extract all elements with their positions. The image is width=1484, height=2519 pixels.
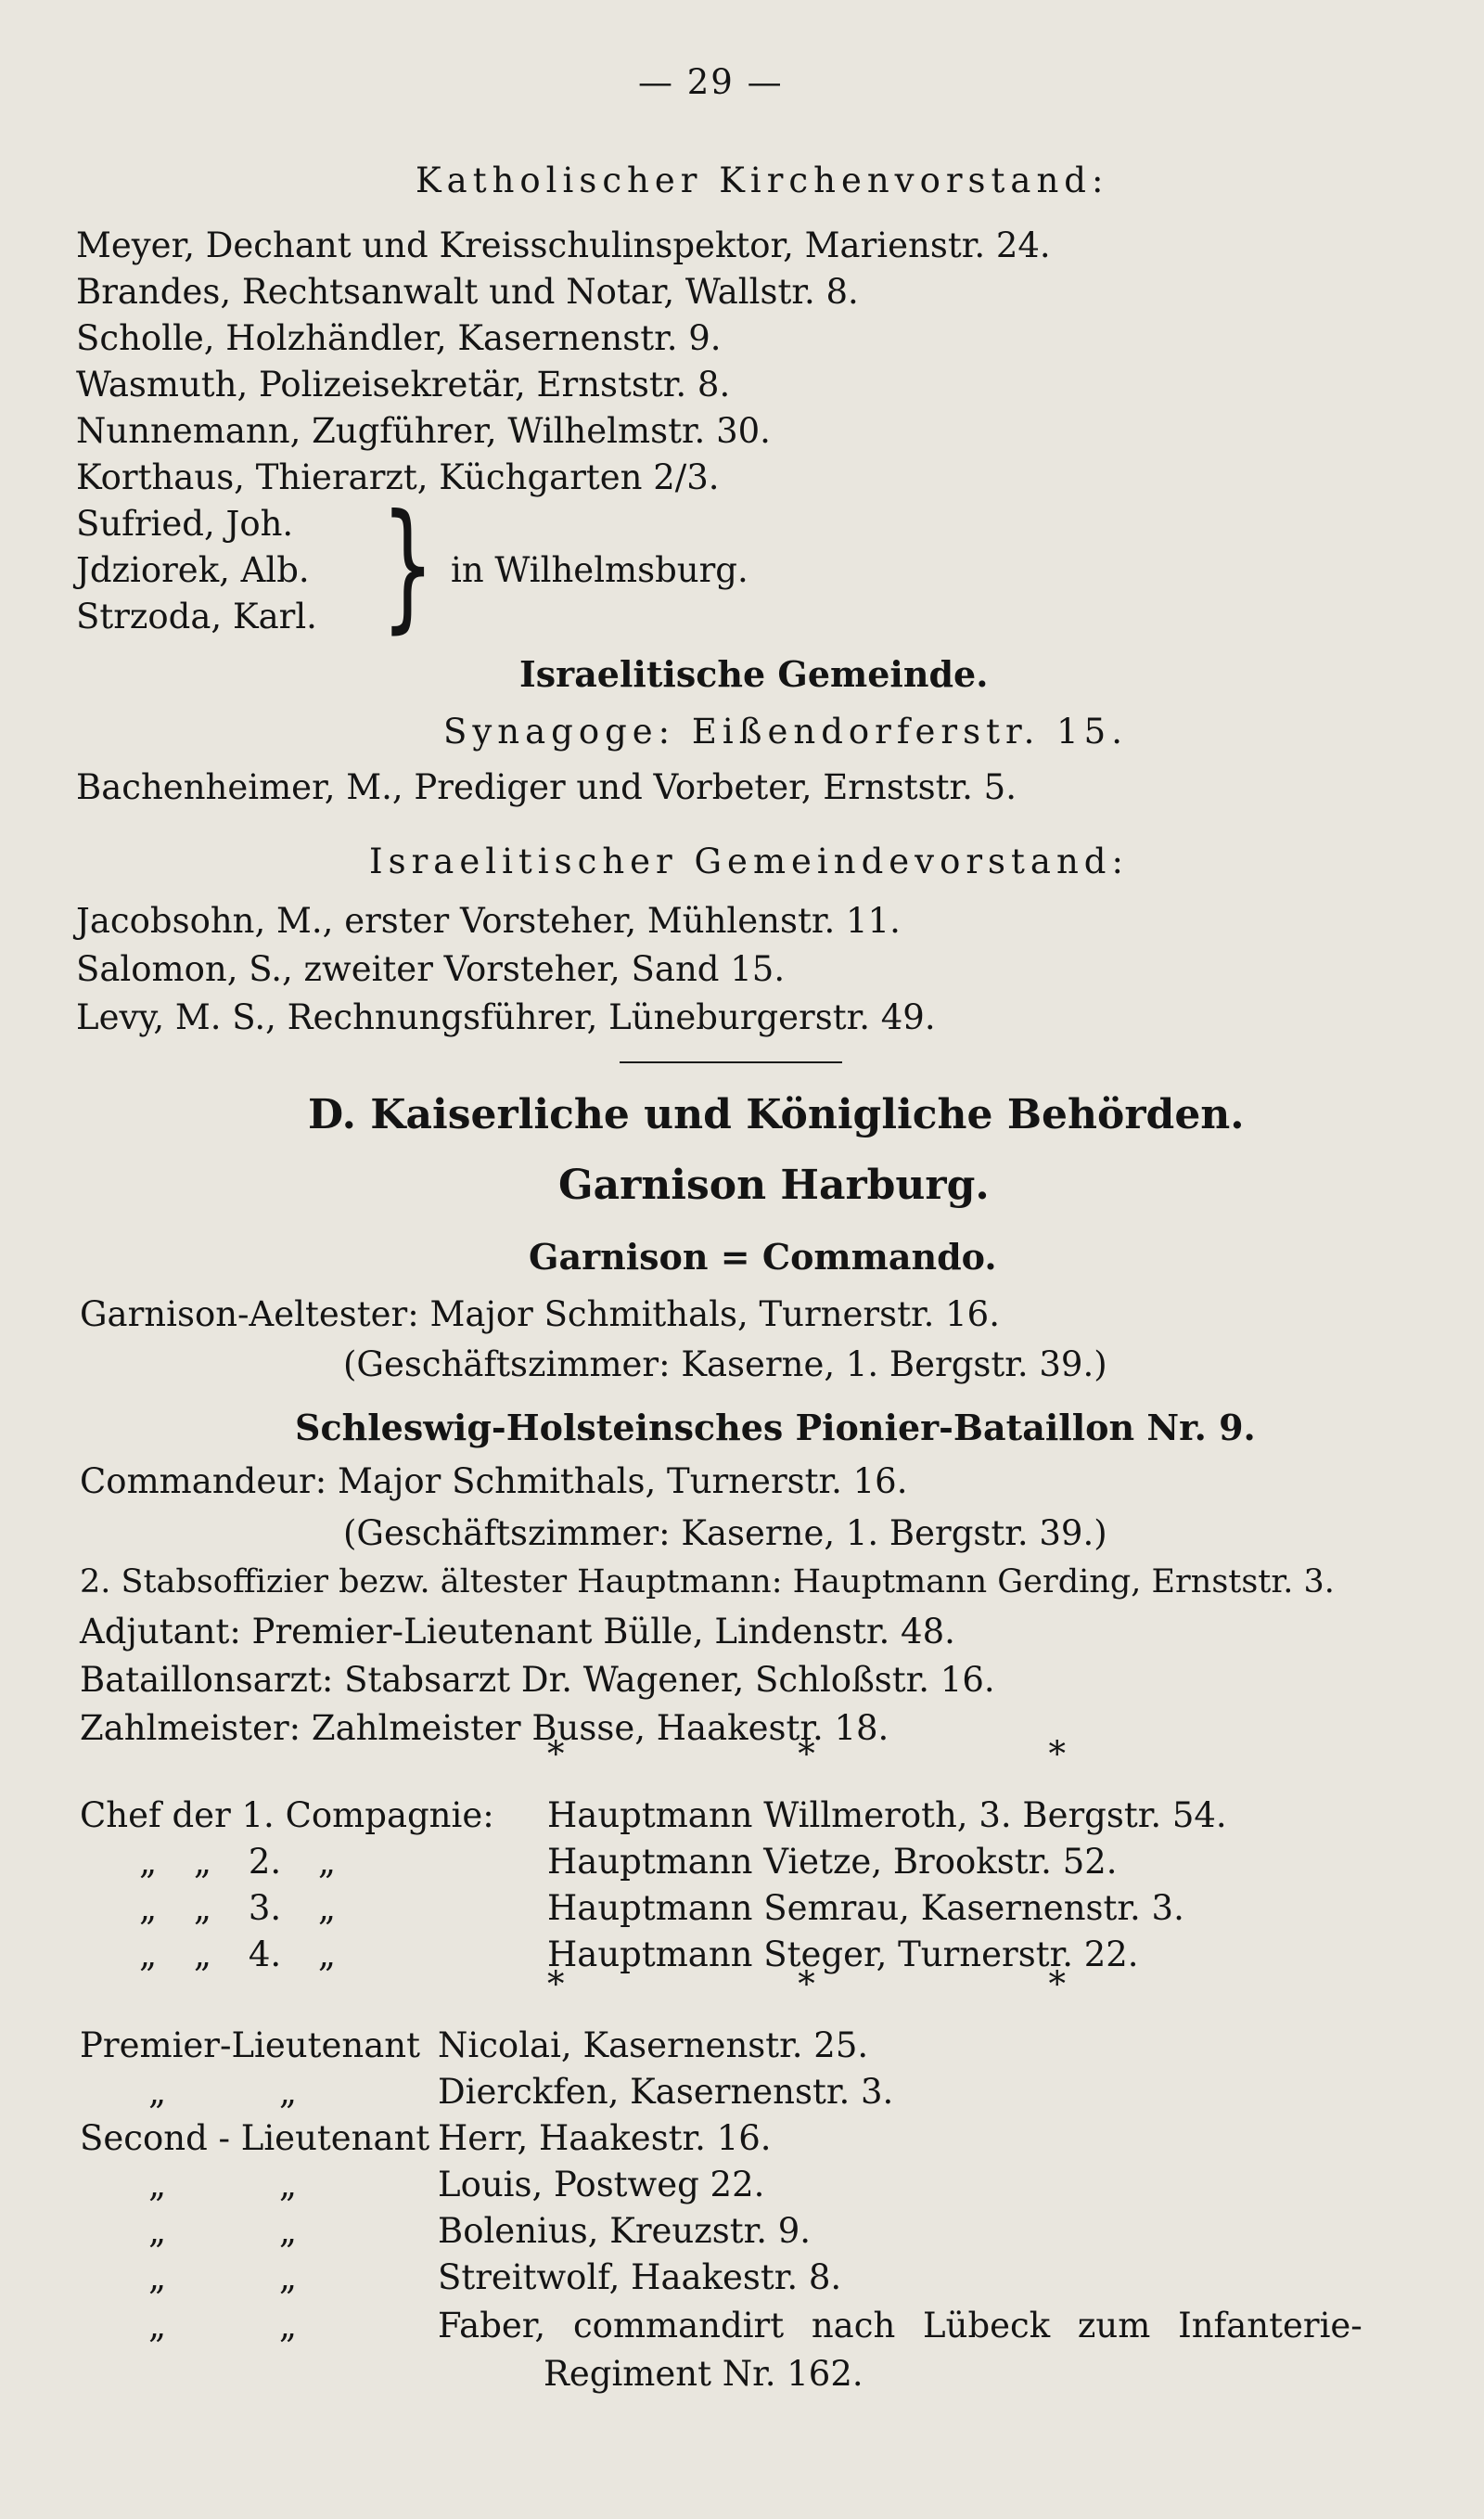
list-item: Salomon, S., zweiter Vorsteher, Sand 15. — [76, 949, 786, 989]
garnison-heading: Garnison Harburg. — [558, 1162, 990, 1209]
list-item: Brandes, Rechtsanwalt und Notar, Wallstr. 8. — [76, 272, 859, 312]
garnison-commando-heading: Garnison = Commando. — [529, 1236, 997, 1278]
aeltester-line: Garnison-Aeltester: Major Schmithals, Turnerstr. 16. — [80, 1294, 1000, 1334]
commandeur-office: (Geschäftszimmer: Kaserne, 1. Bergstr. 39.) — [343, 1513, 1107, 1553]
staff-line: 2. Stabsoffizier bezw. ältester Hauptmann: Hauptmann Gerding, Ernststr. 3. — [80, 1563, 1335, 1600]
lieutenant-entry: Louis, Postweg 22. — [438, 2165, 765, 2204]
compagnie-right: Hauptmann Semrau, Kasernenstr. 3. — [547, 1888, 1184, 1928]
aeltester-office: (Geschäftszimmer: Kaserne, 1. Bergstr. 39.) — [343, 1344, 1107, 1384]
curly-brace-icon: } — [381, 485, 435, 647]
compagnie-right: Hauptmann Steger, Turnerstr. 22. — [547, 1934, 1139, 1974]
lieutenant-entry: Streitwolf, Haakestr. 8. — [438, 2257, 842, 2297]
lieutenant-entry: Bolenius, Kreuzstr. 9. — [438, 2211, 812, 2251]
list-item: Meyer, Dechant und Kreisschulinspektor, Marienstr. 24. — [76, 225, 1051, 265]
israel-gemeinde-heading: Israelitische Gemeinde. — [519, 653, 989, 695]
wilhelmsburg-name: Jdziorek, Alb. — [76, 550, 310, 590]
lieutenant-rank: Second - Lieutenant — [80, 2118, 430, 2158]
compagnie-left: „ „ 3. „ — [139, 1888, 337, 1928]
israel-vorstand-heading: Israelitischer Gemeindevorstand: — [369, 842, 1129, 881]
lieutenant-rank: „ „ — [148, 2306, 298, 2345]
compagnie-right: Hauptmann Willmeroth, 3. Bergstr. 54. — [547, 1795, 1227, 1835]
section-d-heading: D. Kaiserliche und Königliche Behörden. — [308, 1091, 1245, 1138]
compagnie-left: Chef der 1. Compagnie: — [80, 1795, 494, 1835]
compagnie-right: Hauptmann Vietze, Brookstr. 52. — [547, 1842, 1118, 1882]
page-number: — 29 — — [638, 62, 784, 102]
lieutenant-entry: Herr, Haakestr. 16. — [438, 2118, 772, 2158]
list-item: Nunnemann, Zugführer, Wilhelmstr. 30. — [76, 411, 771, 451]
list-item: Scholle, Holzhändler, Kasernenstr. 9. — [76, 318, 722, 358]
bataillon-heading: Schleswig-Holsteinsches Pionier-Bataillon Nr. 9. — [295, 1407, 1256, 1448]
lieutenant-continuation: Regiment Nr. 162. — [544, 2354, 864, 2394]
list-item: Jacobsohn, M., erster Vorsteher, Mühlenstr. 11. — [76, 901, 901, 941]
staff-line: Zahlmeister: Zahlmeister Busse, Haakestr. 18. — [80, 1708, 889, 1748]
compagnie-left: „ „ 4. „ — [139, 1934, 337, 1974]
lieutenant-rank: „ „ — [148, 2211, 298, 2251]
commandeur-line: Commandeur: Major Schmithals, Turnerstr. 16. — [80, 1461, 908, 1501]
kath-kirchenvorstand-heading: Katholischer Kirchenvorstand: — [416, 161, 1109, 200]
staff-line: Bataillonsarzt: Stabsarzt Dr. Wagener, Schloßstr. 16. — [80, 1660, 995, 1700]
wilhelmsburg-name: Sufried, Joh. — [76, 504, 294, 544]
asterism: * * * — [547, 1734, 1178, 1774]
lieutenant-entry: Nicolai, Kasernenstr. 25. — [438, 2025, 869, 2065]
lieutenant-entry: Faber, commandirt nach Lübeck zum Infanterie- — [438, 2306, 1362, 2345]
asterism: * * * — [547, 1964, 1178, 2004]
lieutenant-rank: Premier-Lieutenant — [80, 2025, 420, 2065]
compagnie-left: „ „ 2. „ — [139, 1842, 337, 1882]
prediger-line: Bachenheimer, M., Prediger und Vorbeter, Ernststr. 5. — [76, 767, 1017, 807]
lieutenant-entry: Dierckfen, Kasernenstr. 3. — [438, 2072, 894, 2112]
list-item: Korthaus, Thierarzt, Küchgarten 2/3. — [76, 457, 720, 497]
wilhelmsburg-location: in Wilhelmsburg. — [451, 550, 748, 590]
lieutenant-rank: „ „ — [148, 2072, 298, 2112]
list-item: Levy, M. S., Rechnungsführer, Lüneburgerstr. 49. — [76, 997, 936, 1037]
section-divider — [620, 1061, 842, 1063]
wilhelmsburg-name: Strzoda, Karl. — [76, 597, 317, 636]
staff-line: Adjutant: Premier-Lieutenant Bülle, Lindenstr. 48. — [80, 1612, 955, 1651]
lieutenant-rank: „ „ — [148, 2165, 298, 2204]
list-item: Wasmuth, Polizeisekretär, Ernststr. 8. — [76, 365, 731, 405]
synagoge-line: Synagoge: Eißendorferstr. 15. — [443, 712, 1128, 752]
lieutenant-rank: „ „ — [148, 2257, 298, 2297]
